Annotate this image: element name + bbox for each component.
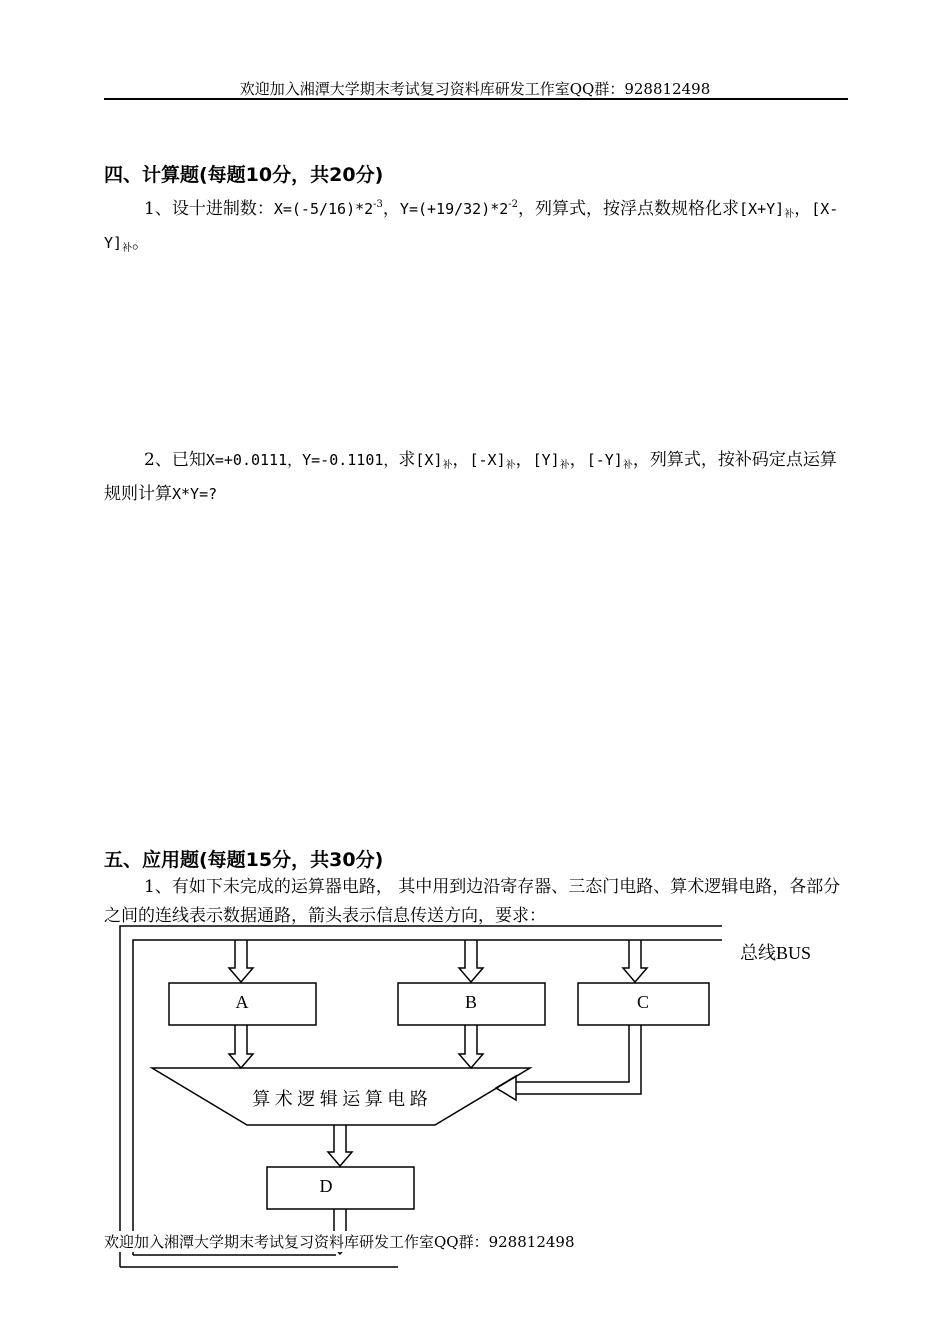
register-d-label: D <box>319 1176 333 1196</box>
path-c-to-alu-outer <box>516 1025 641 1094</box>
page-header: 欢迎加入湘潭大学期末考试复习资料库研发工作室QQ群：928812498 <box>239 80 711 98</box>
question-5-1: 1、有如下未完成的运算器电路， 其中用到边沿寄存器、三态门电路、算术逻辑电路，各部分之间的连线表示数据通路，箭头表示信息传送方向，要求： <box>104 877 841 926</box>
register-c-label: C <box>636 992 650 1012</box>
path-c-to-alu-inner <box>516 1025 629 1082</box>
section-5-title: 五、应用题(每题15分，共30分) <box>104 849 384 871</box>
arrow-b-to-alu <box>459 1025 483 1068</box>
register-d-box <box>267 1167 414 1209</box>
question-4-2: 2、已知X=+0.0111，Y=-0.1101，求$[X]_补$，$[-X]_补$，$[Y]_补$，$[-Y]_补$，列算式，按补码定点运算规则计算X*Y=? <box>104 450 837 504</box>
bus-label: 总线BUS <box>740 943 812 963</box>
q-number: 1、 <box>144 199 172 219</box>
alu-label: 算 术 逻 辑 运 算 电 路 <box>252 1089 428 1109</box>
page-footer: 欢迎加入湘潭大学期末考试复习资料库研发工作室QQ群：928812498 <box>104 1231 579 1252</box>
q-number: 2、 <box>144 450 172 470</box>
arrow-c-to-alu-head <box>496 1076 516 1100</box>
register-a-label: A <box>235 992 249 1012</box>
arrow-bus-to-c <box>623 940 647 982</box>
arrow-alu-to-d <box>328 1125 352 1166</box>
q-number: 1、 <box>144 877 172 897</box>
section-4-title: 四、计算题(每题10分，共20分) <box>104 164 384 186</box>
arrow-bus-to-a <box>229 940 253 982</box>
question-4-1: 1、设十进制数：$X=(-5/16)*2^{-3}$，$Y=(+19/32)*2^{-2}$，列算式，按浮点数规格化求$[X+Y]_补$，$[X-Y]_补$。 <box>104 199 839 254</box>
arrow-bus-to-b <box>459 940 483 982</box>
arrow-a-to-alu <box>229 1025 253 1068</box>
register-b-label: B <box>464 992 478 1012</box>
